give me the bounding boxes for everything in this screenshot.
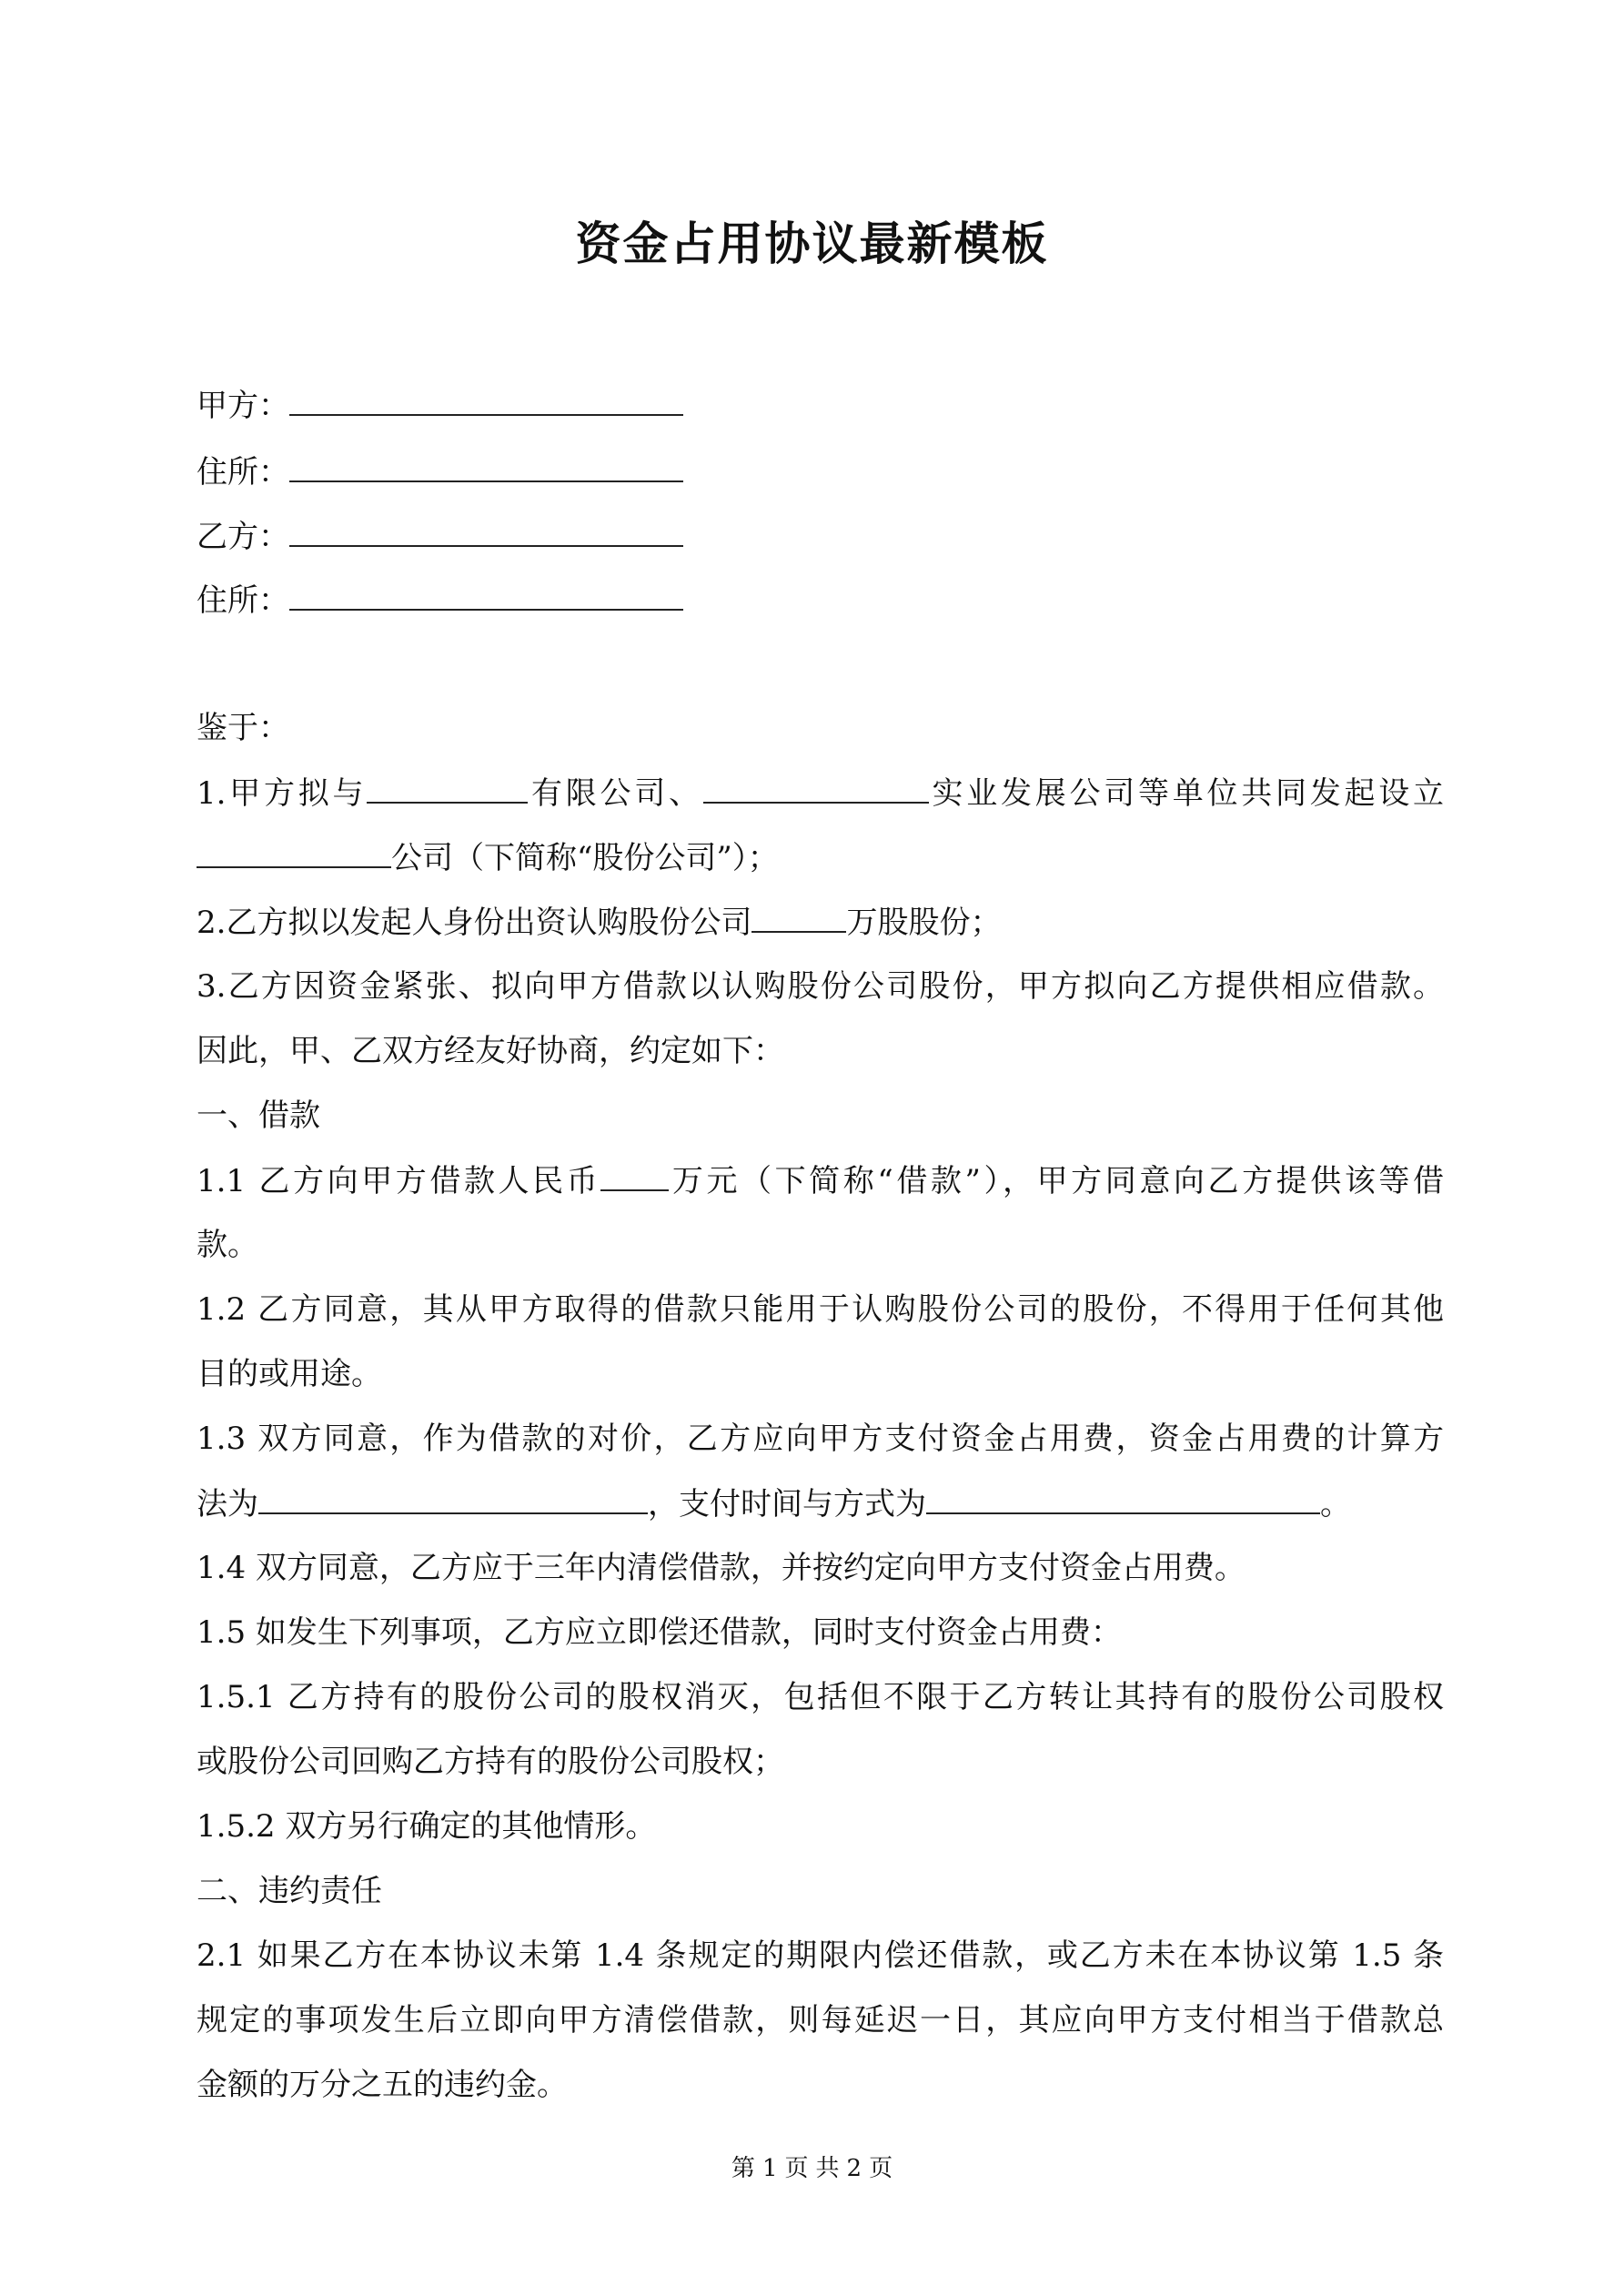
text: 。 bbox=[1320, 1486, 1351, 1522]
total-pages: 2 bbox=[846, 2155, 862, 2182]
clause-2-1-line-1: 2.1 如果乙方在本协议未第 1.4 条规定的期限内偿还借款，或乙方未在本协议第 1.5 条 bbox=[197, 1937, 1444, 1974]
blank-line[interactable] bbox=[926, 1485, 1320, 1514]
text: 万元（下简称“借款”），甲方同意向乙方提供该等借 bbox=[669, 1163, 1444, 1199]
clause-2-1-line-3: 金额的万分之五的违约金。 bbox=[197, 2067, 568, 2103]
party-a-field bbox=[197, 387, 1444, 424]
text: 2.乙方拟以发起人身份出资认购股份公司 bbox=[197, 905, 752, 941]
text: 万股股份； bbox=[846, 905, 1002, 941]
text: 页 bbox=[869, 2155, 893, 2182]
blank-line[interactable] bbox=[600, 1162, 669, 1191]
blank-line[interactable] bbox=[289, 453, 683, 482]
clause-1-3-line-1: 1.3 双方同意，作为借款的对价，乙方应向甲方支付资金占用费，资金占用费的计算方 bbox=[197, 1421, 1444, 1457]
clause-1-5-1-line-1: 1.5.1 乙方持有的股份公司的股权消灭，包括但不限于乙方转让其持有的股份公司股权 bbox=[197, 1679, 1444, 1715]
text: 1.1 乙方向甲方借款人民币 bbox=[197, 1163, 601, 1199]
document-title: 资金占用协议最新模板 bbox=[575, 217, 1049, 270]
blank-line[interactable] bbox=[289, 387, 683, 416]
clause-1-4: 1.4 双方同意，乙方应于三年内清偿借款，并按约定向甲方支付资金占用费。 bbox=[197, 1550, 1246, 1586]
section-2-heading: 二、违约责任 bbox=[197, 1873, 382, 1909]
blank-line[interactable] bbox=[289, 518, 683, 547]
page-footer bbox=[0, 2149, 1624, 2183]
whereas-2 bbox=[197, 904, 1444, 941]
whereas-label: 鉴于： bbox=[197, 710, 289, 746]
blank-line[interactable] bbox=[703, 774, 929, 804]
text: ，支付时间与方式为 bbox=[648, 1486, 926, 1522]
blank-line[interactable] bbox=[289, 582, 683, 611]
whereas-3: 3.乙方因资金紧张、拟向甲方借款以认购股份公司股份，甲方拟向乙方提供相应借款。 bbox=[197, 968, 1444, 1005]
whereas-1-line-1 bbox=[197, 774, 1444, 812]
text: 公司（下简称“股份公司”）； bbox=[391, 840, 779, 876]
page-number: 1 bbox=[762, 2155, 778, 2182]
text: 第 bbox=[731, 2155, 755, 2182]
whereas-1-line-2 bbox=[197, 839, 1444, 876]
text: 页 bbox=[784, 2155, 809, 2182]
clause-1-3-line-2 bbox=[197, 1485, 1444, 1522]
therefore-text: 因此，甲、乙双方经友好协商，约定如下： bbox=[197, 1033, 784, 1069]
party-b-address-field bbox=[197, 582, 1444, 619]
clause-1-5-2: 1.5.2 双方另行确定的其他情形。 bbox=[197, 1808, 657, 1845]
field-label: 住所： bbox=[197, 582, 289, 619]
party-a-address-field bbox=[197, 453, 1444, 491]
text: 共 bbox=[815, 2155, 840, 2182]
blank-line[interactable] bbox=[751, 904, 846, 933]
blank-line[interactable] bbox=[367, 774, 528, 804]
blank-line[interactable] bbox=[258, 1485, 648, 1514]
text: 有限公司、 bbox=[528, 775, 703, 812]
section-1-heading: 一、借款 bbox=[197, 1097, 320, 1134]
clause-1-1-line-2: 款。 bbox=[197, 1227, 258, 1263]
text: 1.甲方拟与 bbox=[197, 775, 368, 812]
text: 法为 bbox=[197, 1486, 258, 1522]
blank-line[interactable] bbox=[197, 839, 391, 868]
clause-1-5: 1.5 如发生下列事项，乙方应立即偿还借款，同时支付资金占用费： bbox=[197, 1614, 1122, 1651]
party-b-field bbox=[197, 518, 1444, 555]
clause-1-2-line-2: 目的或用途。 bbox=[197, 1356, 382, 1392]
text: 实业发展公司等单位共同发起设立 bbox=[928, 775, 1444, 812]
clause-1-1-line-1 bbox=[197, 1162, 1444, 1199]
clause-1-2-line-1: 1.2 乙方同意，其从甲方取得的借款只能用于认购股份公司的股份，不得用于任何其他 bbox=[197, 1291, 1444, 1328]
field-label: 甲方： bbox=[197, 388, 289, 424]
clause-2-1-line-2: 规定的事项发生后立即向甲方清偿借款，则每延迟一日，其应向甲方支付相当于借款总 bbox=[197, 2002, 1444, 2038]
field-label: 住所： bbox=[197, 454, 289, 491]
clause-1-5-1-line-2: 或股份公司回购乙方持有的股份公司股权； bbox=[197, 1744, 784, 1780]
field-label: 乙方： bbox=[197, 519, 289, 555]
